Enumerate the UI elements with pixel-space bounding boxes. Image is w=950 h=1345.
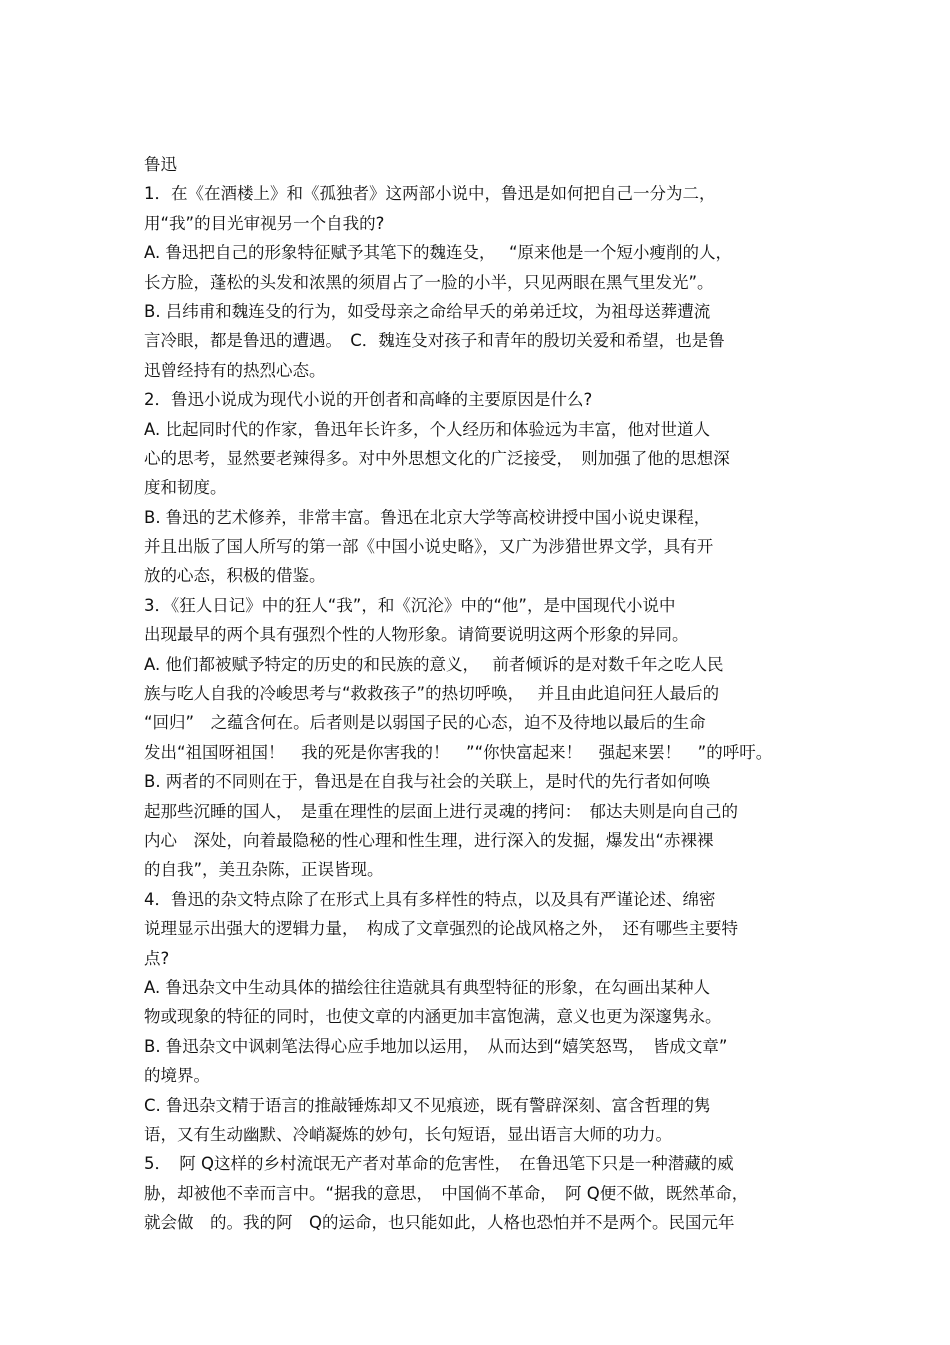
- text-line: 发出“祖国呀祖国！ 我的死是你害我的！ ”“你快富起来！ 强起来罢！ ”的呼吁。: [144, 742, 773, 762]
- text-line: 物或现象的特征的同时，也使文章的内涵更加丰富饱满，意义也更为深邃隽永。: [144, 1007, 722, 1027]
- text-line: 4．鲁迅的杂文特点除了在形式上具有多样性的特点，以及具有严谨论述、绵密: [144, 889, 716, 909]
- text-line: 度和韧度。: [144, 478, 227, 498]
- text-line: 5． 阿 Q这样的乡村流氓无产者对革命的危害性， 在鲁迅笔下只是一种潜藏的威: [144, 1154, 734, 1174]
- text-line: A. 鲁迅杂文中生动具体的描绘往往造就具有典型特征的形象，在勾画出某种人: [144, 977, 710, 997]
- text-line: 迅曾经持有的热烈心态。: [144, 360, 326, 380]
- text-line: 用“我”的目光审视另一个自我的?: [144, 213, 385, 233]
- text-line: 的自我”，美丑杂陈，正误皆现。: [144, 860, 384, 880]
- text-line: 说理显示出强大的逻辑力量， 构成了文章强烈的论战风格之外， 还有哪些主要特: [144, 919, 738, 939]
- text-line: B. 鲁迅的艺术修养，非常丰富。鲁迅在北京大学等高校讲授中国小说史课程，: [144, 507, 711, 527]
- text-line: “回归” 之蕴含何在。后者则是以弱国子民的心态，迫不及待地以最后的生命: [144, 713, 706, 733]
- text-line: 1．在《在酒楼上》和《孤独者》这两部小说中，鲁迅是如何把自己一分为二，: [144, 184, 716, 204]
- text-line: 3．《狂人日记》中的狂人“我”，和《沉沦》中的“他”，是中国现代小说中: [144, 595, 676, 615]
- text-line: 心的思考，显然要老辣得多。对中外思想文化的广泛接受， 则加强了他的思想深: [144, 448, 730, 468]
- text-line: A. 鲁迅把自己的形象特征赋予其笔下的魏连殳， “原来他是一个短小瘦削的人，: [144, 243, 733, 263]
- text-line: C. 鲁迅杂文精于语言的推敲锤炼却又不见痕迹，既有警辟深刻、富含哲理的隽: [144, 1095, 711, 1115]
- text-line: 语，又有生动幽默、冷峭凝炼的妙句，长句短语，显出语言大师的功力。: [144, 1124, 672, 1144]
- text-line: 族与吃人自我的冷峻思考与“救救孩子”的热切呼唤， 并且由此追问狂人最后的: [144, 684, 720, 704]
- text-line: 2．鲁迅小说成为现代小说的开创者和高峰的主要原因是什么?: [144, 390, 593, 410]
- document-title: 鲁迅: [144, 155, 177, 174]
- text-line: 长方脸，蓬松的头发和浓黑的须眉占了一脸的小半，只见两眼在黑气里发光”。: [144, 272, 714, 292]
- text-line: 言冷眼，都是鲁迅的遭遇。 C．魏连殳对孩子和青年的殷切关爱和希望，也是鲁: [144, 331, 725, 351]
- text-line: 起那些沉睡的国人， 是重在理性的层面上进行灵魂的拷问： 郁达夫则是向自己的: [144, 801, 738, 821]
- text-line: 内心 深处，向着最隐秘的性心理和性生理，进行深入的发掘，爆发出“赤裸裸: [144, 830, 714, 850]
- text-line: A. 他们都被赋予特定的历史的和民族的意义， 前者倾诉的是对数千年之吃人民: [144, 654, 724, 674]
- text-line: 就会做 的。我的阿 Q的运命，也只能如此，人格也恐怕并不是两个。民国元年: [144, 1213, 735, 1233]
- text-line: A. 比起同时代的作家，鲁迅年长许多，个人经历和体验远为丰富，他对世道人: [144, 419, 710, 439]
- text-line: 出现最早的两个具有强烈个性的人物形象。请简要说明这两个形象的异同。: [144, 625, 689, 645]
- text-line: B. 吕纬甫和魏连殳的行为，如受母亲之命给早夭的弟弟迁坟，为祖母送葬遭流: [144, 301, 711, 321]
- text-line: 放的心态，积极的借鉴。: [144, 566, 326, 586]
- text-line: 并且出版了国人所写的第一部《中国小说史略》，又广为涉猎世界文学，具有开: [144, 537, 714, 557]
- text-line: B. 两者的不同则在于，鲁迅是在自我与社会的关联上，是时代的先行者如何唤: [144, 772, 711, 792]
- text-line: B. 鲁迅杂文中讽刺笔法得心应手地加以运用， 从而达到“嬉笑怒骂， 皆成文章”: [144, 1036, 728, 1056]
- document-body: [144, 150, 824, 1237]
- text-line: 胁，却被他不幸而言中。“据我的意思， 中国倘不革命， 阿 Q便不做，既然革命，: [144, 1183, 749, 1203]
- text-line: 点?: [144, 948, 170, 968]
- text-line: 的境界。: [144, 1066, 210, 1086]
